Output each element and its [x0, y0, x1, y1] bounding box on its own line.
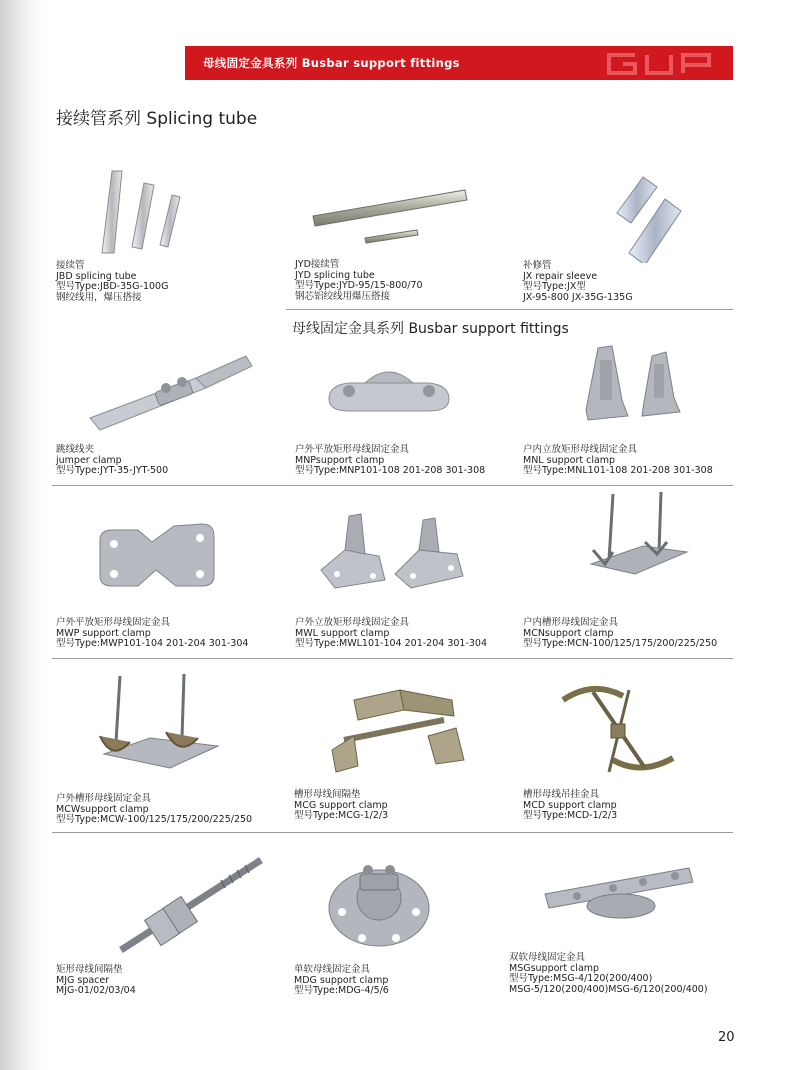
product-mnl-support-clamp: [523, 340, 733, 480]
caption-line: 双软母线固定金具: [509, 952, 586, 963]
caption-line: 型号Type:MCW-100/125/175/200/225/250: [56, 814, 253, 825]
gup-logo-icon: [605, 52, 715, 76]
page-binding-shadow: [0, 0, 44, 1070]
caption-line: 户外立放矩形母线固定金具: [295, 617, 410, 628]
msg-clamp-image: [539, 856, 699, 926]
product-mjg-spacer: [56, 850, 286, 1005]
jyd-tube-image: [305, 180, 475, 250]
product-jbd-splicing-tube: [56, 165, 286, 305]
caption-line: 补修管: [523, 260, 552, 271]
caption-line: 型号Type:MWP101-104 201-204 301-304: [56, 638, 249, 649]
divider-row2: [52, 485, 733, 486]
mcd-clamp-image: [553, 680, 683, 780]
caption-line: 户外平放矩形母线固定金具: [295, 444, 410, 455]
divider-right-top: [286, 309, 733, 310]
caption-line: 矩形母线间隔垫: [56, 964, 123, 975]
caption-line: JBD splicing tube: [56, 270, 137, 282]
caption-line: 型号Type:MCG-1/2/3: [294, 810, 389, 821]
caption-line: JYD splicing tube: [295, 269, 375, 281]
mwl-clamp-image: [315, 510, 475, 595]
mnl-clamp-image: [578, 340, 708, 425]
divider-row3: [52, 658, 733, 659]
jumper-clamp-image: [86, 348, 256, 433]
caption-line: 户外平放矩形母线固定金具: [56, 617, 171, 628]
mcw-clamp-image: [96, 672, 226, 782]
caption-line: 型号Type:MNL101-108 201-208 301-308: [523, 465, 713, 476]
caption-line: JX repair sleeve: [523, 270, 598, 282]
caption-line: 型号Type:MWL101-104 201-204 301-304: [295, 638, 488, 649]
mwp-clamp-image: [94, 516, 224, 596]
caption-line: 接续管: [56, 260, 85, 271]
caption-line: MWL support clamp: [295, 627, 390, 639]
caption-line: MJG spacer: [56, 974, 110, 986]
jx-sleeve-image: [603, 173, 703, 263]
caption-line: MNPsupport clamp: [295, 454, 385, 466]
mnp-clamp-image: [325, 355, 455, 415]
product-jyt-jumper-clamp: [56, 340, 286, 480]
caption-line: 跳线线夹: [56, 444, 95, 455]
caption-line: 户外槽形母线固定金具: [56, 793, 152, 804]
product-msg-support-clamp: [509, 850, 733, 1010]
caption-line: 钢绞线用，爆压搭接: [56, 291, 142, 303]
caption-line: 槽形母线吊挂金具: [523, 789, 600, 800]
product-mwp-support-clamp: [56, 510, 286, 650]
caption-line: 型号Type:JYT-35-JYT-500: [56, 465, 169, 476]
caption-line: 型号Type:JX型: [523, 281, 586, 292]
header-bar: [185, 46, 733, 80]
caption-line: JX-95-800 JX-35G-135G: [523, 291, 633, 303]
caption-line: JYD接续管: [295, 259, 340, 270]
caption-line: 型号Type:MNP101-108 201-208 301-308: [295, 465, 486, 476]
caption-line: 单软母线固定金具: [294, 964, 371, 975]
product-jyd-splicing-tube: [295, 165, 515, 305]
caption-line: MJG-01/02/03/04: [56, 985, 136, 996]
product-mcw-support-clamp: [56, 672, 286, 827]
caption-line: 型号Type:JYD-95/15-800/70: [295, 280, 423, 291]
caption-line: jumper clamp: [56, 454, 122, 466]
divider-row4: [52, 832, 733, 833]
caption-line: MCG support clamp: [294, 799, 388, 811]
section-title-busbar: 母线固定金具系列 Busbar support fittings: [292, 321, 569, 337]
caption-line: MDG support clamp: [294, 974, 389, 986]
product-mwl-support-clamp: [295, 510, 515, 650]
caption-line: 钢芯铝绞线用爆压搭接: [295, 290, 391, 302]
caption-line: 型号Type:JBD-35G-100G: [56, 281, 169, 292]
caption-line: MCNsupport clamp: [523, 627, 614, 639]
caption-line: MNL support clamp: [523, 454, 616, 466]
header-title: 母线固定金具系列 Busbar support fittings: [203, 56, 460, 70]
mcn-clamp-image: [583, 490, 693, 595]
caption-line: 型号Type:MCN-100/125/175/200/225/250: [523, 638, 718, 649]
mcg-clamp-image: [324, 680, 474, 780]
caption-line: MCD support clamp: [523, 799, 617, 811]
caption-line: 户内槽形母线固定金具: [523, 617, 619, 628]
product-mcd-support-clamp: [523, 672, 733, 827]
mdg-clamp-image: [324, 852, 434, 952]
caption-line: 型号Type:MCD-1/2/3: [523, 810, 618, 821]
section-title-splicing-tube: 接续管系列 Splicing tube: [56, 109, 258, 129]
caption-line: 型号Type:MDG-4/5/6: [294, 985, 389, 996]
product-jx-repair-sleeve: [523, 165, 733, 305]
product-mdg-support-clamp: [294, 850, 514, 1005]
caption-line: MWP support clamp: [56, 627, 151, 639]
page-number: 20: [718, 1030, 735, 1045]
caption-line: MSG-5/120(200/400)MSG-6/120(200/400): [509, 983, 708, 995]
product-mcn-support-clamp: [523, 510, 733, 650]
mjg-spacer-image: [111, 850, 271, 960]
product-mcg-support-clamp: [294, 672, 514, 827]
caption-line: MCWsupport clamp: [56, 803, 149, 815]
product-mnp-support-clamp: [295, 340, 515, 480]
caption-line: 槽形母线间隔垫: [294, 789, 361, 800]
caption-line: 型号Type:MSG-4/120(200/400): [509, 973, 653, 984]
caption-line: 户内立放矩形母线固定金具: [523, 444, 638, 455]
caption-line: MSGsupport clamp: [509, 962, 600, 974]
jbd-tube-image: [76, 165, 226, 260]
